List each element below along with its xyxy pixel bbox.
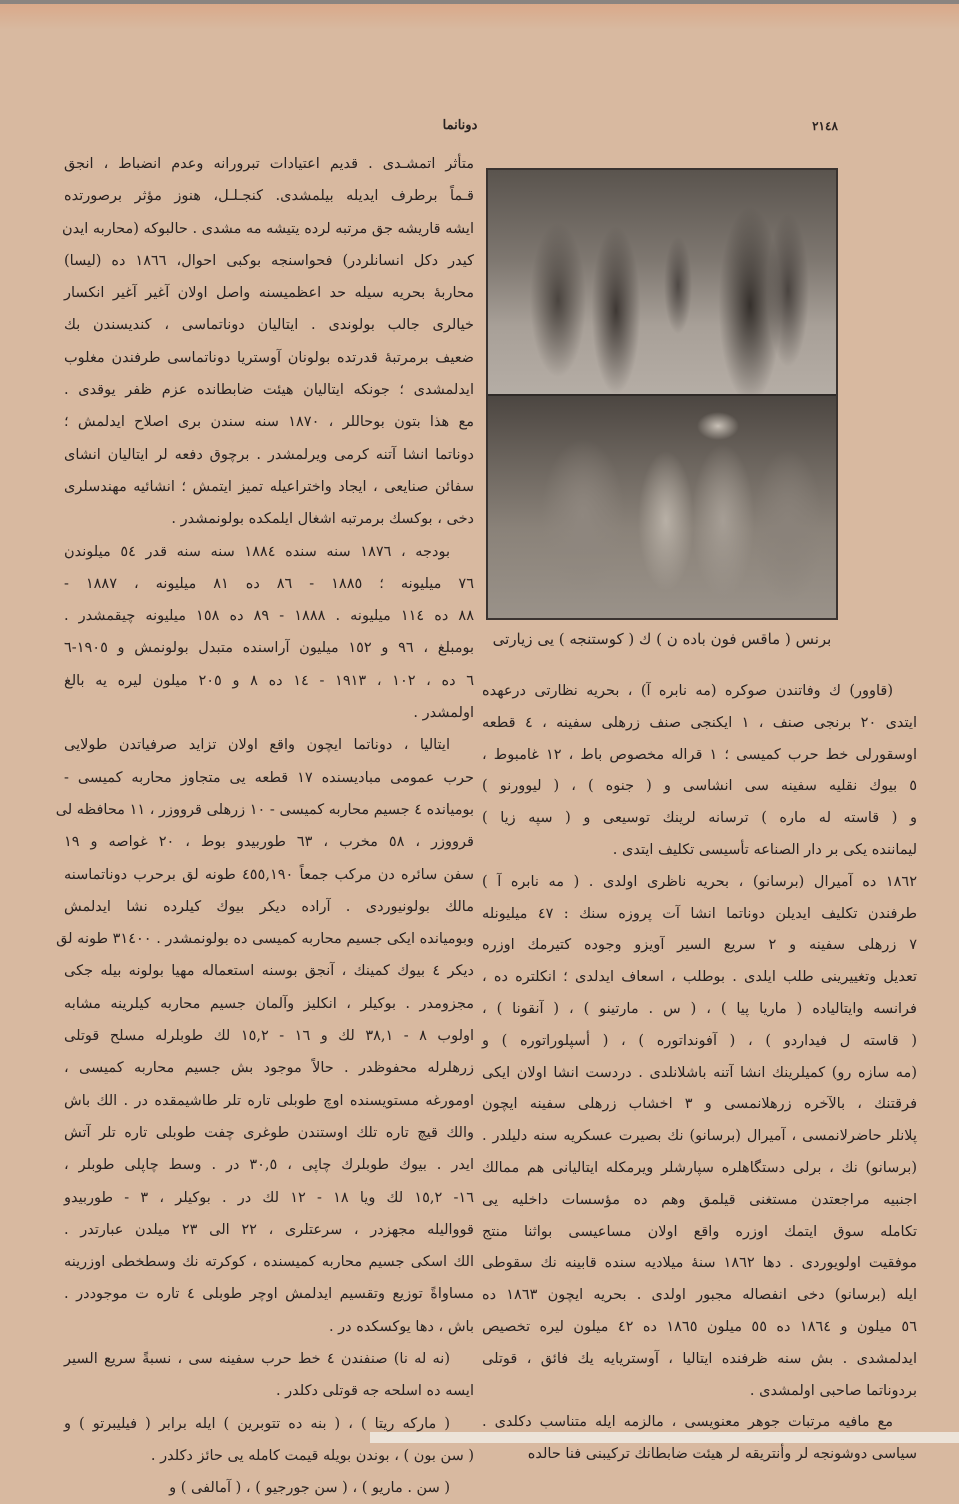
text-line: ( سن بون ) ، بوندن بويله قيمت كامله يى حائز دكلدر . [150,1447,474,1464]
text-line: حرب عمومى مباديسنده ١٧ قطعه يى متجاوز محاربه كميسى - [64,769,474,786]
scan-bottom-edge [370,1432,959,1443]
text-line: سياسى دوشونجه لر وأنتريقه لر هيئت ضابطانك تركيبنى فنا حالده [527,1446,917,1463]
text-line: اجنبيه مراجعتدن مستغنى قيلمق وهم ده مؤسسات داخليه يى [482,1191,917,1208]
text-line: اولوب ٨ - ٣٨,١ لك و ١٦ - ١٥,٢ لك طوبلرله مسلح قوتلى [64,1028,475,1045]
text-line: پلانلر حاضرلانمسى ، آميرال (برسانو) نك بصيرت عسكريه سنه دليلدر . [482,1128,917,1145]
text-line: زرهلرله محفوظدر . حالاً موجود بش جسيم محاربه كميسى ، [64,1060,474,1077]
text-line: اومورغه مستويسنده اوچ طوبلى تاره تلر طاشيمقده در . الك باش [64,1092,474,1109]
text-line: كيدر دكل انسانلردر) فحواسنجه بوكبى احوال، ١٨٦٦ ده (ليسا) [64,252,474,269]
text-line: بردوناتما صاحبى اولمشدى . [749,1382,917,1399]
text-line: مالك بولونيوردى . آراده ديكر بيوك كيلرده نشا ايدلمش [64,898,474,915]
text-line: (برسانو) نك ، برلى دستگاهلره سپارشلر ويرمكله ايتاليانى هم ممالك [482,1159,917,1176]
text-line: مع مافيه مرتبات جوهر معنويسى ، مالزمه ايله متناسب دكلدى . [482,1414,893,1431]
text-line: ايتدى ٢٠ برنجى صنف ، ١ ايكنجى صنف زرهلى سفينه ، ٤ قطعه [482,714,917,731]
text-line: سفائن صنايعى ، ايجاد واختراعيله تميز ايتمش ؛ انشائيه مهندسلرى [64,478,474,495]
text-line: فرانسه وايتالياده ( ماريا پيا ) ، ( س . مارتينو ) ، ( آنقونا ) ، [482,1000,917,1017]
text-line: بودجه ، ١٨٧٦ سنه سنده ١٨٨٤ سنه سنه قدر ٥٤ ميلوندن [64,543,450,560]
left-text-column [55,148,475,1504]
text-line: ١٨٦٢ ده آميرال (برسانو) ، بحريه ناظرى اولدى . ( مه نابره آ ) [482,873,917,890]
page-top-tint [0,4,959,30]
text-line: (مه سازه رو) كميلرينك انشا آتنه باشلانلدى . دردست انشا اولان ايكى [482,1064,917,1081]
text-line: ايدلمشدى ؛ جونكه ايتاليان هيئت ضابطانده عزم ظفر يوقدى . [64,382,474,399]
text-line: اوسقورلى خط حرب كميسى ؛ ١ قراله مخصوص باط ، ١٢ غامبوط ، [482,746,917,763]
text-line: ايله (برسانو) دخى انفصاله مجبور اولدى . بحريه ايچون ١٨٦٣ ده [482,1287,918,1304]
text-line: تكامله سوق ايتمك اوزره واقع اولان مساعيسى بواثنا منتج [482,1223,917,1240]
text-line: ٥ بيوك نقليه سفينه سى انشاسى و ( جنوه ) ، ( ليوورنو ) [482,778,917,795]
text-line: ديكر ٤ بيوك كمينك ، آنجق بوسنه استعماله مهيا بولونه بيله جكى [64,963,474,980]
text-line: سفن سائره دن مركب جمعاً ٤٥٥,١٩٠ طونه لق برحرب دوناتماسنه [64,866,474,883]
text-line: ( سن . ماريو ) ، ( سن جورجيو ) ، ( آمالفى ) و [169,1480,450,1497]
running-header-title: دونانما [442,118,478,133]
text-line: ٥٦ ميلون و ١٨٦٤ ده ٥٥ ميلون ١٨٦٥ ده ٤٢ ميلون ليره تخصيص [482,1318,917,1335]
text-line: قرووزر ، ٥٨ مخرب ، ٦٣ طوربيدو بوط ، ٢٠ غواصه و ١٩ [64,834,474,851]
text-line: فرقتنك ، بالآخره زرهلانمسى و ٣ اخشاب زرهلى سفينه ايچون [482,1096,917,1113]
text-line: موفقيت اولويوردى . دها ١٨٦٢ سنهٔ ميلاديه سنده قابينه نك سقوطى [482,1255,918,1272]
text-line: ( ماركه ريتا ) ، ( بنه ده تتوبرين ) ايله برابر ( فيليبرتو ) و [64,1415,450,1432]
text-line: (قاوور) ك وفاتندن صوكره (مه نابره آ) ، بحريه نظارتى درعهده [482,683,893,699]
right-text-column [482,676,917,1471]
text-line: ٧ زرهلى سفينه و ٢ سريع السير آويزو وجوده كتيرمك اوزره [482,937,917,954]
text-line: قوواليله مجهزدر ، سرعتلرى ، ٢٢ الى ٢٣ ميلدن عبارتدر . [64,1221,474,1238]
text-line: متأثر اتمشـدى . قديم اعتيادات تبرورانه وعدم انضباط ، انجق [64,156,474,172]
photo-bottom [488,396,836,618]
text-line: ١٦- ١٥,٢ لك ويا ١٨ - ١٢ لك در . بوكيلر ، ٣ - طوربيدو [64,1189,474,1206]
text-line: الك اسكى جسيم محاربه كميسنده ، كوكرته نك وسطخطى اوزرينه [64,1254,474,1271]
text-line: بومبلغ ، ٩٦ و ١٥٢ ميليون آراسنده متبدل بولونمش و ١٩٠٥-٦ [64,640,474,657]
text-line: ايدلمشدى . بش سنه ظرفنده ايتاليا ، آوستريايه يك فائق ، قوتلى [482,1350,917,1367]
text-line: مع هذا بتون بوحاللر ، ١٨٧٠ سنه سندن برى اصلاح ايدلمش ؛ [64,414,474,431]
text-line: ليماننده يكى بر دار الصناعه تأسيسى تكليف ايتدى . [612,841,917,858]
figure-photographs [486,168,838,620]
text-line: ايدر . بيوك طوبلرك چاپى ، ٣٠,٥ در . وسط چاپلى طوبلر ، [64,1157,474,1174]
text-line: ٦ ده ، ١٠٢ ، ١٩١٣ - ١٤ ده ٨ و ٢٠٥ ميلون ليره يه بالغ [64,672,474,689]
text-line: مجزومدر . بوكيلر ، انكليز وآلمان جسيم محاربه كيلرينه مشابه [64,995,474,1012]
text-line: تعديل وتغييرينى طلب ايلدى . بوطلب ، اسعاف ايدلدى ؛ انكلتره ده ، [482,969,917,986]
text-line: (نه له نا) صنفندن ٤ خط حرب سفينه سى ، نسبةً سريع السير [64,1350,450,1367]
text-line: ايتاليا ، دوناتما ايچون واقع اولان تزايد صرفياتدن طولايى [64,737,450,754]
text-line: باش ، دها يوكسكده در . [328,1318,474,1335]
text-line: ايشه قاريشه جق مرتبه لرده يتيشه مه مشدى . حالبوكه (محاربه ايدن [61,220,474,237]
text-line: ٨٨ ده ١١٤ ميليونه . ١٨٨٨ - ٨٩ ده ١٥٨ ميليونه چيقمشدر . [64,608,474,625]
text-line: قـماً برطرف ايديله بيلمشدى. كنجـلـل، هنوز مؤثر برصورتده [64,188,474,205]
text-line: ( قاسته ل فيداردو ) ، ( آفونداتوره ) ، ( أسپلوراتوره ) و [482,1032,917,1049]
text-line: والك قيچ تاره تلك اوستندن طوغرى چفت طوبلى تاره تلر آتش [64,1124,474,1141]
text-line: وبوميانده ايكى جسيم محاربه كميسى ده بولونمشدر . ٣١٤٠٠ طونه لق [56,931,474,948]
text-line: ضعيف برمرتبهٔ قدرتده بولونان آوستريا دوناتماسى طرفندن مغلوب [64,349,474,366]
text-line: ايسه ده اسلحه جه قوتلى دكلدر . [275,1383,474,1400]
text-line: مساواةً توزيع وتقسيم ايدلمش اوچر طوبلى ٤ تاره ت موجوددر . [64,1286,474,1303]
photo-top [488,170,836,396]
figure-caption: برنس ( ماقس فون باده ن ) ك ( كوستنجه ) يى زيارتى [492,630,832,648]
text-line: و ( قاسته له ماره ) ترسانه لرينك توسيعى و ( سپه زيا ) [482,810,917,827]
text-line: خيالرى جالب بولوندى . ايتاليان دوناتماسى ، كنديسندن بك [64,317,474,334]
text-line: طرفندن تكليف ايديلن دوناتما انشا آت پروزه سنك : ٤٧ ميليونله [482,905,918,922]
text-line: بوميانده ٤ جسيم محاربه كميسى - ١٠ زرهلى قرووزر ، ١١ محافظه لى [55,801,474,818]
text-line: دوناتما انشا آتنه كرمى ويرلمشدر . برچوق دفعه لر ايتاليان انشاى [64,446,474,463]
text-line: محاربهٔ بحريه سيله حد اعظميسنه واصل اولان آغير آغير انكسار [64,285,474,302]
text-line: دخى ، بوكسك برمرتبه اشغال ايلمكده بولونمشدر . [171,511,474,528]
text-line: اولمشدر . [413,705,474,722]
page-number: ٢١٤٨ [812,119,838,133]
text-line: ٧٦ ميليونه ؛ ١٨٨٥ - ٨٦ ده ٨١ ميليونه ، ١٨٨٧ - [64,575,474,592]
